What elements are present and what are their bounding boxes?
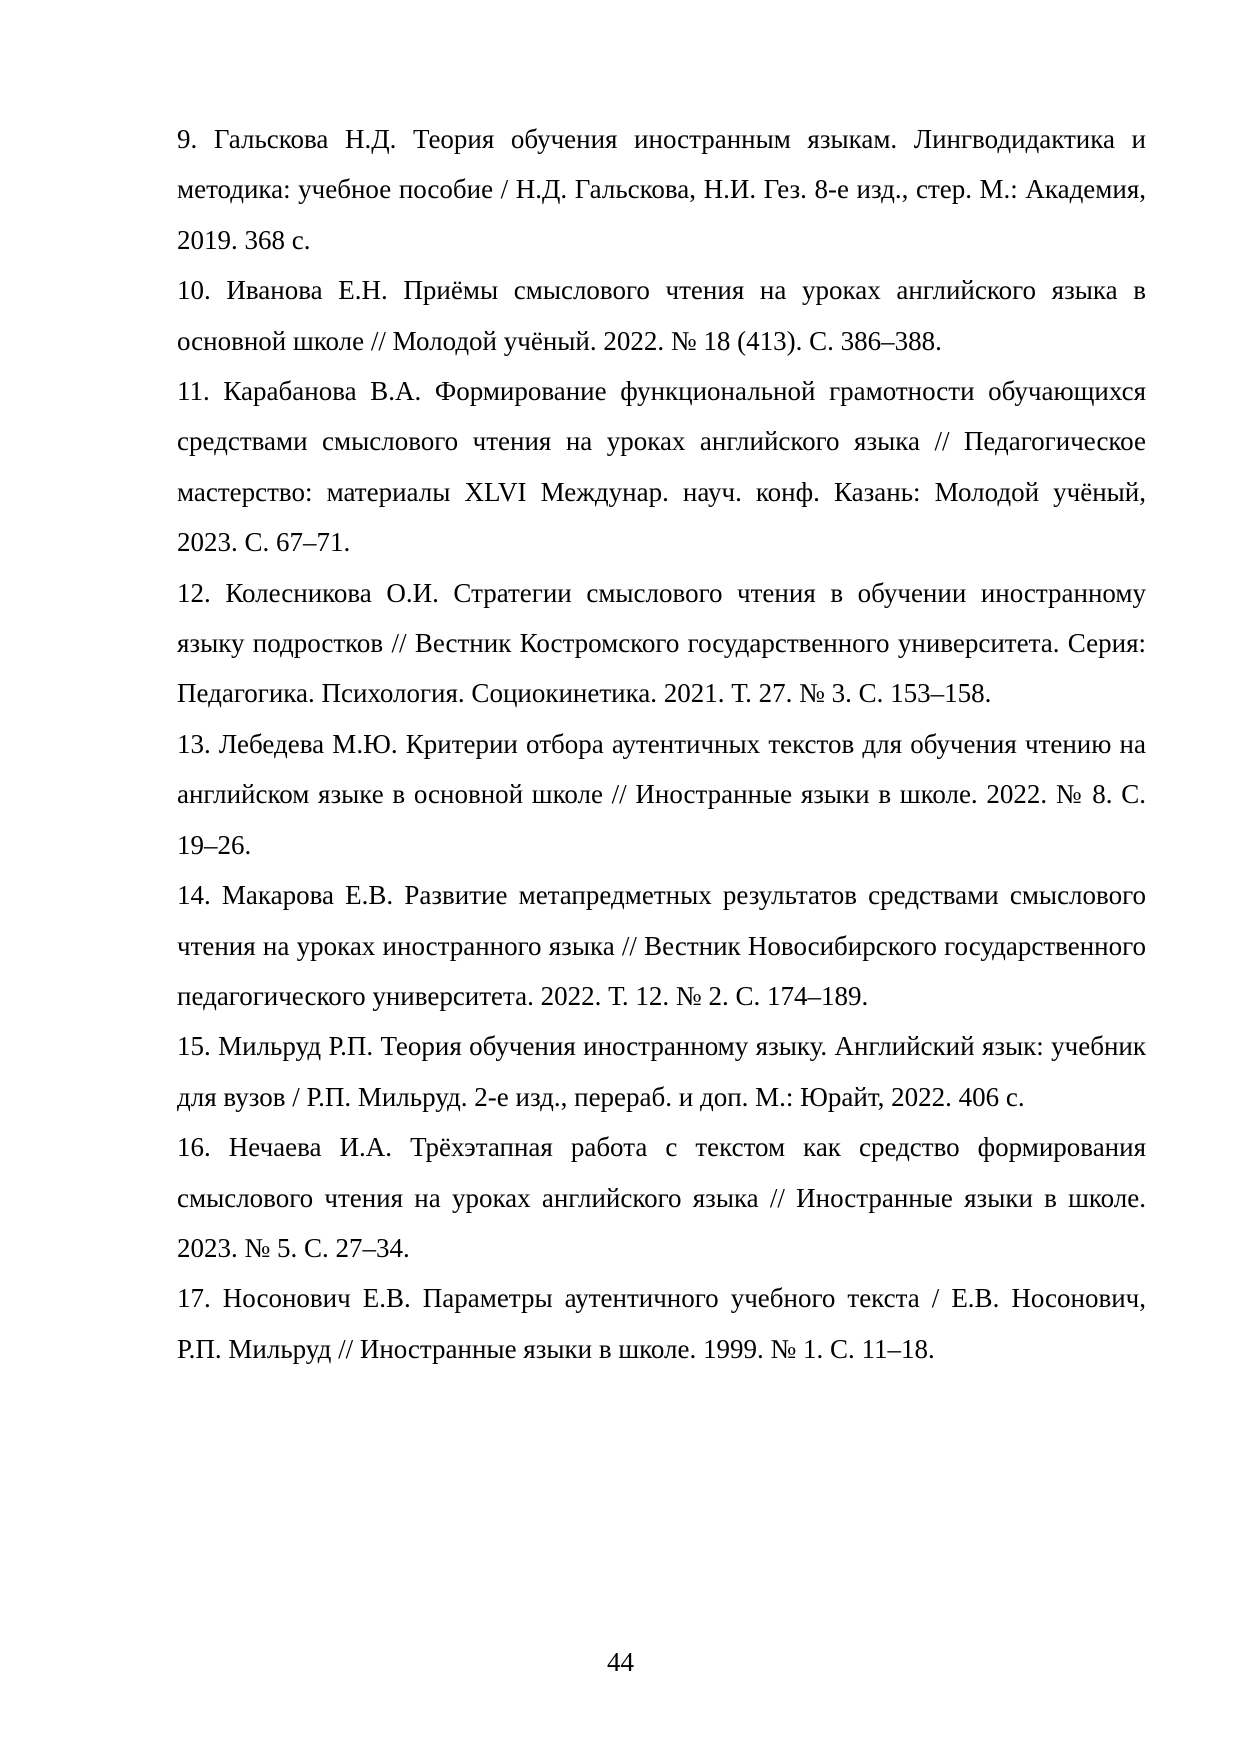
page-number: 44: [607, 1647, 634, 1677]
reference-item: 14. Макарова Е.В. Развитие метапредметных результатов средствами смыслового чтения на уроках иностранного языка // Вестник Новосибирского государственного педагогического университета. 2022. Т. 12. № 2. С. 174–189.: [177, 880, 1146, 1011]
reference-item: 16. Нечаева И.А. Трёхэтапная работа с текстом как средство формирования смыслового чтения на уроках английского языка // Иностранные языки в школе. 2023. № 5. С. 27–34.: [177, 1132, 1146, 1263]
reference-item: 10. Иванова Е.Н. Приёмы смыслового чтения на уроках английского языка в основной школе // Молодой учёный. 2022. № 18 (413). С. 386–388.: [177, 275, 1146, 356]
reference-list: [177, 114, 1146, 1374]
reference-item: 12. Колесникова О.И. Стратегии смыслового чтения в обучении иностранному языку подростков // Вестник Костромского государственного университета. Серия: Педагогика. Психология. Социокинетика. 2021. Т. 27. № 3. С. 153–158.: [177, 577, 1146, 709]
reference-item: 13. Лебедева М.Ю. Критерии отбора аутентичных текстов для обучения чтению на английском языке в основной школе // Иностранные языки в школе. 2022. № 8. С. 19–26.: [177, 728, 1146, 860]
reference-item: 17. Носонович Е.В. Параметры аутентичного учебного текста / Е.В. Носонович, Р.П. Мильруд // Иностранные языки в школе. 1999. № 1. С. 11–18.: [177, 1283, 1146, 1364]
reference-item: 15. Мильруд Р.П. Теория обучения иностранному языку. Английский язык: учебник для вузов / Р.П. Мильруд. 2-е изд., перераб. и доп. М.: Юрайт, 2022. 406 с.: [177, 1031, 1146, 1112]
reference-item: 11. Карабанова В.А. Формирование функциональной грамотности обучающихся средствами смыслового чтения на уроках английского языка // Педагогическое мастерство: материалы XLVI Междунар. науч. конф. Казань: Молодой учёный, 2023. С. 67–71.: [177, 376, 1146, 558]
reference-item: 9. Гальскова Н.Д. Теория обучения иностранным языкам. Лингводидактика и методика: учебное пособие / Н.Д. Гальскова, Н.И. Гез. 8-е изд., стер. М.: Академия, 2019. 368 с.: [177, 124, 1146, 255]
